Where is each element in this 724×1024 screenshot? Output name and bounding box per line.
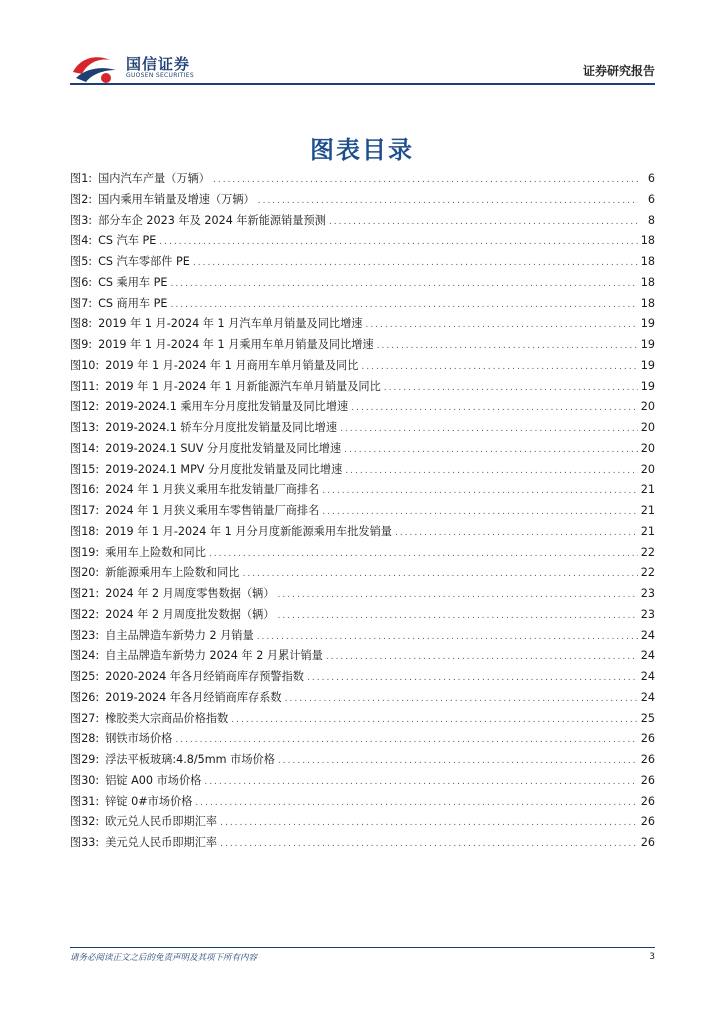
toc-dot-leader: [204, 772, 637, 793]
toc-page-number: 19: [640, 379, 655, 393]
toc-figure-title: 欧元兑人民币即期汇率: [105, 815, 218, 829]
toc-page-number: 26: [640, 753, 655, 766]
toc-entry[interactable]: [70, 439, 655, 460]
page-number: 3: [649, 952, 655, 962]
toc-entry[interactable]: [70, 377, 655, 398]
toc-entry[interactable]: [70, 356, 655, 377]
brand-name-cn: 国信证券: [126, 55, 191, 73]
toc-figure-title: 自主品牌造车新势力 2024 年 2 月累计销量: [105, 649, 323, 663]
toc-page-number: 19: [640, 317, 655, 331]
toc-figure-label: 图4:: [70, 234, 93, 248]
toc-dot-leader: [195, 793, 637, 814]
toc-figure-label: 图14:: [70, 441, 100, 455]
toc-figure-label: 图31:: [70, 794, 100, 808]
toc-dot-leader: [322, 481, 637, 502]
toc-figure-label: 图16:: [70, 483, 100, 497]
toc-entry[interactable]: [70, 522, 655, 543]
toc-figure-label: 图33:: [70, 836, 100, 849]
toc-figure-title: 2019 年 1 月-2024 年 1 月汽车单月销量及同比增速: [98, 317, 363, 331]
brand-name-en: GUOSEN SECURITIES: [126, 72, 195, 79]
toc-figure-label: 图6:: [70, 275, 93, 289]
toc-figure-label: 图32:: [70, 815, 100, 829]
toc-page-number: 21: [640, 524, 655, 538]
toc-entry[interactable]: [70, 750, 655, 771]
toc-page-number: 18: [640, 255, 655, 268]
toc-entry[interactable]: [70, 667, 655, 688]
toc-figure-label: 图27:: [70, 711, 100, 725]
toc-page-number: 6: [647, 192, 655, 206]
toc-page-number: 26: [640, 794, 655, 808]
toc-dot-leader: [361, 357, 637, 378]
guosen-logo-icon: [70, 52, 120, 84]
toc-page-number: 8: [647, 213, 655, 227]
toc-entry[interactable]: [70, 418, 655, 439]
toc-figure-label: 图10:: [70, 358, 100, 372]
toc-dot-leader: [384, 378, 638, 399]
toc-figure-title: 国内汽车产量（万辆）: [98, 172, 210, 185]
toc-entry[interactable]: [70, 626, 655, 647]
toc-dot-leader: [365, 315, 637, 336]
toc-dot-leader: [220, 834, 638, 855]
toc-dot-leader: [340, 419, 638, 440]
toc-entry[interactable]: [70, 273, 655, 294]
toc-entry[interactable]: [70, 709, 655, 730]
toc-page-number: 19: [640, 338, 655, 351]
toc-figure-label: 图15:: [70, 462, 100, 476]
toc-figure-title: 2019 年 1 月-2024 年 1 月乘用车单月销量及同比增速: [98, 338, 374, 351]
toc-dot-leader: [170, 295, 637, 316]
toc-entry[interactable]: [70, 792, 655, 813]
toc-figure-title: CS 乘用车 PE: [98, 275, 168, 289]
toc-page-number: 26: [640, 773, 655, 787]
toc-page-number: 20: [640, 441, 655, 455]
toc-page-number: 24: [640, 628, 655, 642]
toc-page-number: 21: [640, 483, 655, 497]
toc-figure-title: 美元兑人民币即期汇率: [105, 836, 218, 849]
toc-entry[interactable]: [70, 833, 655, 854]
toc-page-number: 23: [640, 587, 655, 600]
toc-page-number: 23: [640, 607, 655, 621]
toc-figure-label: 图8:: [70, 317, 93, 331]
toc-figure-label: 图12:: [70, 400, 100, 414]
toc-entry[interactable]: [70, 543, 655, 564]
toc-dot-leader: [285, 689, 638, 710]
toc-dot-leader: [175, 730, 637, 751]
toc-figure-title: 铝锭 A00 市场价格: [105, 773, 202, 787]
toc-entry[interactable]: [70, 169, 655, 190]
toc-page-number: 19: [640, 358, 655, 372]
toc-dot-leader: [322, 502, 637, 523]
toc-figure-label: 图28:: [70, 732, 100, 746]
toc-entry[interactable]: [70, 190, 655, 211]
header-divider: [70, 83, 655, 85]
toc-figure-title: 2019 年 1 月-2024 年 1 月新能源汽车单月销量及同比: [105, 379, 381, 393]
toc-figure-label: 图30:: [70, 773, 100, 787]
toc-figure-label: 图5:: [70, 255, 93, 268]
toc-figure-label: 图19:: [70, 545, 100, 559]
toc-page-number: 26: [640, 732, 655, 746]
toc-entry[interactable]: [70, 335, 655, 356]
toc-page-number: 24: [640, 690, 655, 704]
toc-figure-title: 2020-2024 年各月经销商库存预警指数: [105, 670, 304, 683]
toc-dot-leader: [351, 398, 638, 419]
toc-figure-label: 图23:: [70, 628, 100, 642]
toc-figure-title: 自主品牌造车新势力 2 月销量: [105, 628, 254, 642]
toc-dot-leader: [278, 606, 638, 627]
toc-figure-label: 图21:: [70, 587, 100, 600]
toc-page-number: 26: [640, 836, 655, 849]
toc-figure-title: 乘用车上险数和同比: [105, 545, 206, 559]
toc-entry[interactable]: [70, 771, 655, 792]
toc-entry[interactable]: [70, 460, 655, 481]
toc-dot-leader: [193, 253, 638, 274]
toc-dot-leader: [345, 461, 637, 482]
toc-entry[interactable]: [70, 646, 655, 667]
toc-page-number: 20: [640, 400, 655, 414]
toc-figure-label: 图20:: [70, 566, 100, 580]
toc-figure-title: CS 汽车零部件 PE: [98, 255, 190, 268]
toc-page-number: 24: [640, 670, 655, 683]
toc-page-number: 18: [640, 296, 655, 310]
toc-figure-title: 2019 年 1 月-2024 年 1 月分月度新能源乘用车批发销量: [105, 524, 392, 538]
toc-page-number: 22: [640, 566, 655, 580]
toc-dot-leader: [258, 191, 638, 212]
toc-figure-label: 图17:: [70, 504, 100, 517]
toc-figure-label: 图26:: [70, 690, 100, 704]
page-header: [70, 50, 655, 84]
toc-figure-title: 浮法平板玻璃:4.8/5mm 市场价格: [105, 753, 275, 766]
toc-page-number: 20: [640, 421, 655, 434]
toc-entry[interactable]: [70, 605, 655, 626]
toc-figure-title: 部分车企 2023 年及 2024 年新能源销量预测: [98, 213, 326, 227]
toc-entry[interactable]: [70, 480, 655, 501]
toc-dot-leader: [170, 274, 637, 295]
toc-figure-title: 2019-2024.1 SUV 分月度批发销量及同比增速: [105, 441, 342, 455]
toc-page-number: 18: [640, 234, 655, 248]
toc-entry[interactable]: [70, 397, 655, 418]
toc-page-number: 22: [640, 545, 655, 559]
footer-disclaimer: 请务必阅读正文之后的免责声明及其项下所有内容: [70, 953, 258, 963]
toc-dot-leader: [220, 813, 638, 834]
toc-dot-leader: [231, 710, 637, 731]
toc-dot-leader: [159, 232, 637, 253]
toc-figure-title: 2019-2024.1 轿车分月度批发销量及同比增速: [105, 421, 338, 434]
toc-dot-leader: [278, 585, 638, 606]
toc-figure-label: 图13:: [70, 421, 100, 434]
toc-figure-label: 图18:: [70, 524, 100, 538]
toc-figure-label: 图1:: [70, 172, 93, 185]
toc-entry[interactable]: [70, 688, 655, 709]
toc-figure-label: 图7:: [70, 296, 93, 310]
toc-figure-title: 钢铁市场价格: [105, 732, 173, 746]
toc-page-number: 26: [640, 815, 655, 829]
figure-index-list: [70, 169, 655, 854]
toc-figure-title: 2024 年 2 月周度零售数据（辆）: [105, 587, 275, 600]
toc-figure-label: 图25:: [70, 670, 100, 683]
toc-figure-title: 2019-2024.1 乘用车分月度批发销量及同比增速: [105, 400, 349, 414]
toc-page-number: 18: [640, 275, 655, 289]
toc-dot-leader: [213, 170, 638, 191]
toc-dot-leader: [377, 336, 638, 357]
toc-page-number: 20: [640, 462, 655, 476]
toc-figure-title: CS 汽车 PE: [98, 234, 157, 248]
toc-dot-leader: [307, 668, 638, 689]
toc-figure-label: 图22:: [70, 607, 100, 621]
toc-figure-title: 新能源乘用车上险数和同比: [105, 566, 240, 580]
toc-figure-title: 2019-2024.1 MPV 分月度批发销量及同比增速: [105, 462, 343, 476]
toc-page-number: 6: [647, 172, 655, 185]
toc-figure-title: CS 商用车 PE: [98, 296, 168, 310]
page-title: 图表目录: [310, 136, 414, 165]
toc-figure-title: 锌锭 0#市场价格: [105, 794, 193, 808]
toc-page-number: 21: [640, 504, 655, 517]
toc-dot-leader: [395, 523, 638, 544]
toc-dot-leader: [344, 440, 638, 461]
toc-entry[interactable]: [70, 211, 655, 232]
toc-figure-title: 2024 年 2 月周度批发数据（辆）: [105, 607, 275, 621]
toc-figure-label: 图29:: [70, 753, 100, 766]
toc-dot-leader: [257, 627, 638, 648]
toc-dot-leader: [242, 564, 637, 585]
toc-dot-leader: [278, 751, 638, 772]
toc-figure-title: 国内乘用车销量及增速（万辆）: [98, 192, 255, 206]
toc-entry[interactable]: [70, 294, 655, 315]
toc-entry[interactable]: [70, 563, 655, 584]
toc-page-number: 25: [640, 711, 655, 725]
toc-entry[interactable]: [70, 501, 655, 522]
toc-dot-leader: [326, 647, 638, 668]
toc-figure-title: 2019-2024 年各月经销商库存系数: [105, 690, 282, 704]
toc-entry[interactable]: [70, 584, 655, 605]
report-type-label: 证券研究报告: [582, 64, 655, 78]
toc-dot-leader: [209, 544, 638, 565]
toc-figure-title: 2024 年 1 月狭义乘用车零售销量厂商排名: [105, 504, 320, 517]
toc-figure-title: 橡胶类大宗商品价格指数: [105, 711, 229, 725]
toc-figure-label: 图3:: [70, 213, 93, 227]
toc-page-number: 24: [640, 649, 655, 663]
footer-divider: [70, 947, 655, 948]
toc-entry[interactable]: [70, 729, 655, 750]
toc-figure-title: 2024 年 1 月狭义乘用车批发销量厂商排名: [105, 483, 320, 497]
toc-entry[interactable]: [70, 231, 655, 252]
toc-figure-label: 图11:: [70, 379, 100, 393]
toc-figure-label: 图9:: [70, 338, 93, 351]
toc-entry[interactable]: [70, 252, 655, 273]
toc-entry[interactable]: [70, 314, 655, 335]
toc-figure-label: 图2:: [70, 192, 93, 206]
toc-entry[interactable]: [70, 812, 655, 833]
toc-figure-label: 图24:: [70, 649, 100, 663]
toc-figure-title: 2019 年 1 月-2024 年 1 月商用车单月销量及同比: [105, 358, 359, 372]
toc-dot-leader: [329, 212, 638, 233]
